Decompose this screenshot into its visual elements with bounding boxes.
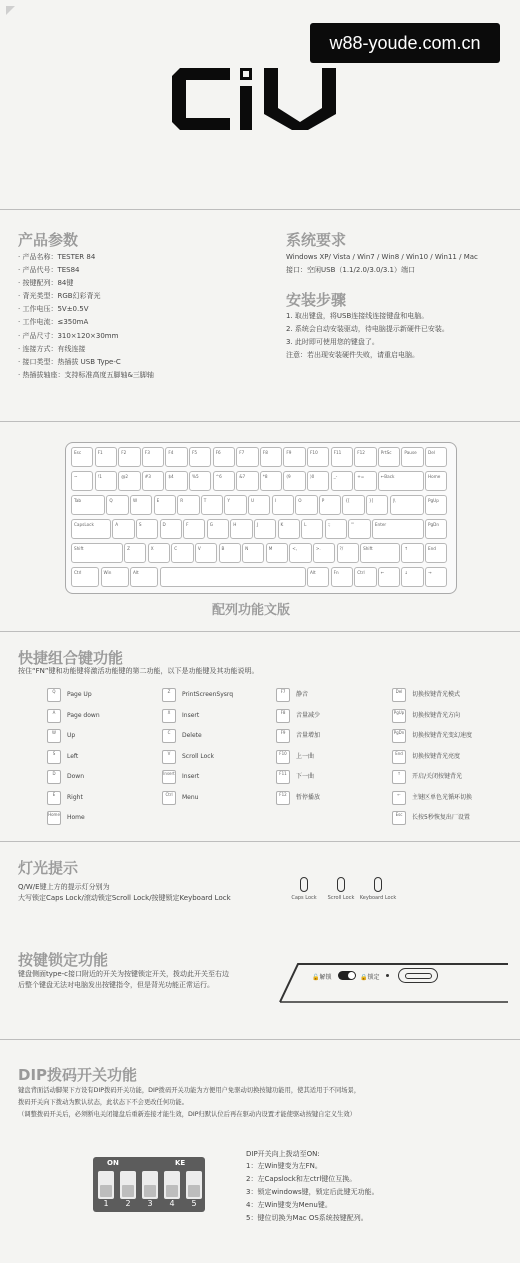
divider (0, 631, 520, 632)
keyboard-key: L (301, 519, 323, 539)
indicator-label: Keyboard Lock (359, 895, 397, 901)
keyboard-key: R (177, 495, 199, 515)
keyboard-key: PrtSc (378, 447, 400, 467)
shortcut-key-icon: Z (162, 688, 176, 702)
dip-list-item: 1：左Win键变为左FN。 (246, 1162, 322, 1170)
shortcut-key-icon: D (47, 770, 61, 784)
keyboard-key: A (112, 519, 134, 539)
keyboard-key: P (319, 495, 341, 515)
shortcut-key-icon: F10 (276, 750, 290, 764)
shortcut-key-icon: V (162, 750, 176, 764)
keyboard-key (160, 567, 306, 587)
specs-title: 产品参数 (18, 231, 79, 249)
keyboard-key: @2 (118, 471, 140, 491)
keyboard-key: V (195, 543, 217, 563)
indicator-led-icon (374, 877, 382, 892)
dip-list-item: 5：键位切换为Mac OS系统按键配列。 (246, 1214, 368, 1222)
lights-title: 灯光提示 (18, 859, 79, 877)
keyboard-key: ?/ (337, 543, 359, 563)
system-port: 接口：空闲USB（1.1/2.0/3.0/3.1）端口 (286, 266, 415, 274)
dip-desc: （调整拨码开关后，必须断电关闭键盘后重新连接才能生效，DIP归默认位后再在驱动内设置才能使驱动按键自定义生效） (18, 1111, 356, 1118)
keyboard-key: F9 (283, 447, 305, 467)
keyboard-key: ^6 (213, 471, 235, 491)
shortcut-key-icon: F7 (276, 688, 290, 702)
spec-item: · 连接方式：有线连接 (18, 344, 86, 353)
keyboard-key: F5 (189, 447, 211, 467)
shortcut-label: Home (67, 814, 85, 821)
shortcut-label: 音量减少 (296, 711, 321, 719)
shortcut-key-icon: A (47, 709, 61, 723)
shortcut-label: Scroll Lock (182, 752, 215, 760)
shortcut-label: 静音 (296, 691, 309, 698)
keyboard-key: #3 (142, 471, 164, 491)
spec-item: · 按键配列：84键 (18, 279, 74, 288)
dip-on-label: ON (107, 1159, 119, 1167)
shortcut-label: Left (67, 752, 79, 760)
spec-item: · 产品代号：TES84 (18, 266, 80, 275)
divider (0, 209, 520, 210)
keyboard-key: N (242, 543, 264, 563)
shortcut-key-icon: E (47, 791, 61, 805)
keyboard-key: Esc (71, 447, 93, 467)
keyboard-key: End (425, 543, 447, 563)
keyboard-key: Fn (331, 567, 353, 587)
keyboard-key: I (272, 495, 294, 515)
keyboard-key: PgDn (425, 519, 447, 539)
dip-switch-block (93, 1157, 205, 1212)
keyboard-key: H (230, 519, 252, 539)
shortcut-key-icon: C (162, 729, 176, 743)
shortcut-key-icon: Esc (392, 811, 406, 825)
dip-number: 5 (191, 1199, 197, 1208)
keyboard-key: ← (378, 567, 400, 587)
dip-number: 3 (147, 1199, 153, 1208)
keyboard-key: G (207, 519, 229, 539)
shortcut-key-icon: Insert (162, 770, 176, 784)
keyboard-key: J (254, 519, 276, 539)
divider (0, 421, 520, 422)
shortcut-key-icon: S (47, 750, 61, 764)
lights-line: Q/W/E键上方的提示灯分别为 (18, 883, 110, 891)
keyboard-key: X (148, 543, 170, 563)
dip-switch-5[interactable] (186, 1171, 202, 1199)
keyboard-key: ←Back (378, 471, 424, 491)
shortcut-label: Delete (182, 732, 202, 739)
indicator-led-icon (300, 877, 308, 892)
keyboard-key: F12 (354, 447, 376, 467)
shortcut-label: 切换按键背光变幻速度 (412, 732, 473, 739)
keyboard-key: F2 (118, 447, 140, 467)
shortcut-label: 主键区单色光循环切换 (412, 793, 473, 801)
spec-item: · 产品名称：TESTER 84 (18, 253, 96, 261)
keyboard-key: Shift (71, 543, 123, 563)
shortcut-label: PrintScreenSysrq (182, 691, 234, 698)
keyboard-key: D (160, 519, 182, 539)
unlock-label: 🔓解锁 (312, 974, 332, 981)
divider (0, 1039, 520, 1040)
caps-lock-indicator (289, 877, 319, 901)
keyboard-key: PgUp (425, 495, 447, 515)
spec-item: · 工作电压：5V±0.5V (18, 305, 89, 314)
shortcut-key-icon: F8 (276, 709, 290, 723)
shortcut-label: Page down (67, 711, 100, 719)
shortcut-key-icon: F12 (276, 791, 290, 805)
dip-ke-label: KE (175, 1159, 186, 1167)
indicator-led-icon (337, 877, 345, 892)
shortcut-label: Insert (182, 711, 200, 719)
shortcut-key-icon: Q (47, 688, 61, 702)
shortcut-label: 开启/关闭按键背光 (412, 773, 463, 780)
keyboard-key: Shift (360, 543, 400, 563)
shortcut-key-icon: X (162, 709, 176, 723)
keyboard-key: S (136, 519, 158, 539)
keyboard-key: Tab (71, 495, 105, 515)
keyboard-key: :; (325, 519, 347, 539)
keyboard-key: C (171, 543, 193, 563)
keyboard-key: Ctrl (354, 567, 376, 587)
shortcut-label: Up (67, 732, 76, 739)
dip-switch-3[interactable] (142, 1171, 158, 1199)
indicator-label: Caps Lock (291, 895, 317, 901)
keyboard-key: ↑ (401, 543, 423, 563)
keyboard-key: += (354, 471, 376, 491)
keyboard-key: F6 (213, 447, 235, 467)
keyboard-key: $4 (165, 471, 187, 491)
shortcut-key-icon: ↑ (392, 770, 406, 784)
keyboard-key: (9 (283, 471, 305, 491)
shortcuts-title: 快捷组合键功能 (18, 649, 124, 667)
shortcut-label: 音量增加 (296, 732, 321, 739)
shortcut-label: 切换按键背光模式 (412, 691, 461, 698)
spec-item: · 工作电流：≤350mA (18, 318, 89, 327)
shortcut-label: Right (67, 793, 83, 801)
keyboard-key: !1 (95, 471, 117, 491)
dip-number: 4 (169, 1199, 175, 1208)
keyboard-key: Alt (130, 567, 158, 587)
system-os: Windows XP/ Vista / Win7 / Win8 / Win10 / Win11 / Mac (286, 253, 478, 261)
keyboard-key: %5 (189, 471, 211, 491)
keyboard-key: Enter (372, 519, 424, 539)
usb-c-port-icon (398, 968, 438, 983)
keyboard-key: U (248, 495, 270, 515)
dip-list-item: 2：左Capslock和左ctrl键位互换。 (246, 1175, 357, 1183)
keyboard-key: F7 (236, 447, 258, 467)
install-note: 注意：若出现安装硬件失败，请重启电脑。 (286, 351, 419, 359)
shortcut-key-icon: W (47, 729, 61, 743)
keyboard-key: K (278, 519, 300, 539)
keyboard-key: F1 (95, 447, 117, 467)
spec-item: · 背光类型：RGB幻彩背光 (18, 292, 101, 301)
shortcut-label: 上一曲 (296, 752, 315, 760)
keyboard-key: F3 (142, 447, 164, 467)
keyboard-key: F11 (331, 447, 353, 467)
dip-switch-1[interactable] (98, 1171, 114, 1199)
shortcut-label: Insert (182, 773, 200, 780)
lights-line: 大写锁定Caps Lock/滚动锁定Scroll Lock/按键锁定Keyboard Lock (18, 894, 231, 902)
keyboard-key: Ctrl (71, 567, 99, 587)
install-title: 安装步骤 (286, 291, 347, 309)
dip-switch-2[interactable] (120, 1171, 136, 1199)
dip-desc: 拨码开关向下拨动为默认状态，此状态下不会更改任何功能。 (18, 1099, 189, 1106)
shortcut-label: 长按5秒恢复出厂设置 (412, 814, 470, 821)
keyboard-key: Z (124, 543, 146, 563)
keyboard-side-illustration (276, 962, 512, 1004)
shortcut-label: Menu (182, 793, 199, 801)
shortcut-label: Page Up (67, 691, 92, 698)
install-step: 2. 系统会自动安装驱动，待电脑提示新硬件已安装。 (286, 325, 449, 333)
keyboard-key: F (183, 519, 205, 539)
keyboard-layout (65, 442, 457, 594)
spec-item: · 接口类型：热插拔 USB Type-C (18, 357, 121, 366)
logo-svg (170, 66, 350, 132)
spec-item: · 热插拔轴座：支持标准高度五脚轴&三脚轴 (18, 370, 154, 379)
keyboard-key: Win (101, 567, 129, 587)
keyboard-key: }] (366, 495, 388, 515)
keyboard-key: E (154, 495, 176, 515)
corner-mark (6, 6, 15, 15)
shortcut-key-icon: Home (47, 811, 61, 825)
dip-list-item: 4：左Win键变为Menu键。 (246, 1201, 332, 1209)
keyboard-key: W (130, 495, 152, 515)
keyboard-key: Y (224, 495, 246, 515)
keyboard-key: Q (106, 495, 128, 515)
keyboard-key: M (266, 543, 288, 563)
dip-number: 1 (103, 1199, 109, 1208)
lock-line: 后整个键盘无法对电脑发出按键指令，但是背光功能正常运行。 (18, 981, 214, 989)
shortcut-label: 暂停播放 (296, 793, 321, 801)
shortcut-label: 切换按键背光亮度 (412, 752, 461, 760)
shortcut-key-icon: PgUp (392, 709, 406, 723)
shortcut-key-icon: F9 (276, 729, 290, 743)
lock-title: 按键锁定功能 (18, 951, 109, 969)
keyboard-key: → (425, 567, 447, 587)
keyboard-key: {[ (342, 495, 364, 515)
keyboard-key: >. (313, 543, 335, 563)
watermark-badge: w88-youde.com.cn (310, 23, 500, 63)
keyboard-key: T (201, 495, 223, 515)
shortcut-key-icon: ← (392, 791, 406, 805)
side-view-svg (276, 962, 512, 1004)
keyboard-key: |\ (390, 495, 424, 515)
keyboard-key: F4 (165, 447, 187, 467)
dip-list-item: 3：锁定windows键，锁定后此键无功能。 (246, 1188, 379, 1196)
scroll-lock-indicator (324, 877, 358, 901)
shortcut-label: Down (67, 773, 85, 780)
keyboard-key: _- (331, 471, 353, 491)
lock-label: 🔒锁定 (360, 974, 380, 981)
keyboard-key: &7 (236, 471, 258, 491)
system-title: 系统要求 (286, 231, 347, 249)
lock-toggle-switch[interactable] (338, 971, 356, 980)
keyboard-key: *8 (260, 471, 282, 491)
keyboard-key: ↓ (401, 567, 423, 587)
status-dot (386, 974, 389, 977)
keyboard-key: CapsLock (71, 519, 111, 539)
indicator-label: Scroll Lock (327, 895, 355, 901)
keyboard-key: Pause (401, 447, 423, 467)
keyboard-key: B (219, 543, 241, 563)
keyboard-lock-indicator (358, 877, 398, 901)
install-step: 3. 此时即可使用您的键盘了。 (286, 338, 379, 346)
keyboard-key: F8 (260, 447, 282, 467)
dip-number: 2 (125, 1199, 131, 1208)
dip-title: DIP拨码开关功能 (18, 1066, 138, 1084)
shortcut-key-icon: End (392, 750, 406, 764)
shortcut-key-icon: Del (392, 688, 406, 702)
keyboard-key: Alt (307, 567, 329, 587)
keyboard-key: O (295, 495, 317, 515)
install-step: 1. 取出键盘，将USB连接线连接键盘和电脑。 (286, 312, 429, 320)
brand-logo (170, 66, 350, 132)
keyboard-key: )0 (307, 471, 329, 491)
specs-list (18, 251, 154, 382)
keyboard-key: Home (425, 471, 447, 491)
dip-switch-4[interactable] (164, 1171, 180, 1199)
shortcut-label: 下一曲 (296, 773, 315, 780)
divider (0, 841, 520, 842)
dip-list-title: DIP开关向上拨动至ON: (246, 1150, 320, 1158)
spec-item: · 产品尺寸：310×120×30mm (18, 331, 119, 340)
keyboard-key: "' (348, 519, 370, 539)
lock-line: 键盘侧面type-c接口附近的开关为按键锁定开关，拨动此开关至右边 (18, 970, 230, 978)
keyboard-key: ~ (71, 471, 93, 491)
layout-title: 配列功能文版 (212, 603, 291, 618)
dip-desc: 键盘背面活动脚架下方设有DIP拨码开关功能，DIP拨码开关功能为方便用户免驱动切换按键功能用，使其适用于不同场景， (18, 1087, 361, 1094)
keyboard-key: Del (425, 447, 447, 467)
shortcut-label: 切换按键背光方向 (412, 711, 461, 719)
shortcut-key-icon: F11 (276, 770, 290, 784)
keyboard-key: F10 (307, 447, 329, 467)
shortcuts-desc: 按住“FN”键和功能键将激活功能键的第二功能，以下是功能键及其功能说明。 (18, 667, 259, 675)
keyboard-key: <, (289, 543, 311, 563)
shortcut-key-icon: PgDn (392, 729, 406, 743)
shortcut-key-icon: Ctrl (162, 791, 176, 805)
